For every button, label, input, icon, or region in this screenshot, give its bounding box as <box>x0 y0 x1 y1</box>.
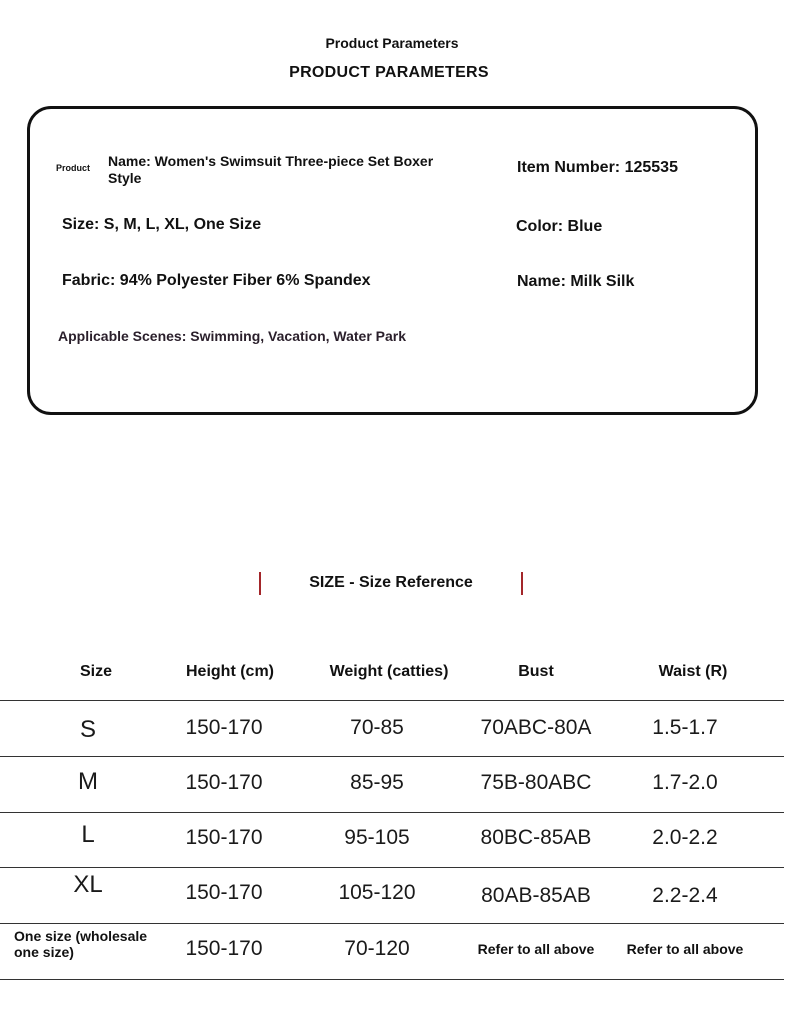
table-divider <box>0 756 784 757</box>
product-name: Name: Women's Swimsuit Three-piece Set Boxer Style <box>108 153 434 186</box>
table-divider <box>0 867 784 868</box>
cell-height: 150-170 <box>185 716 263 739</box>
cell-bust: Refer to all above <box>477 941 595 957</box>
applicable-scenes: Applicable Scenes: Swimming, Vacation, Water Park <box>58 328 407 344</box>
cell-height: 150-170 <box>185 937 263 960</box>
item-number: Item Number: 125535 <box>517 159 678 176</box>
cell-waist: 2.2-2.4 <box>652 884 718 907</box>
cell-weight: 95-105 <box>344 826 410 849</box>
cell-size: L <box>81 821 95 848</box>
table-divider <box>0 923 784 924</box>
cell-waist: 1.7-2.0 <box>652 771 718 794</box>
cell-bust: 80BC-85AB <box>480 826 592 849</box>
cell-waist: Refer to all above <box>626 941 744 957</box>
table-divider <box>0 979 784 980</box>
header-height: Height (cm) <box>186 663 274 680</box>
page-title: PRODUCT PARAMETERS <box>289 64 489 81</box>
size-section-title: SIZE - Size Reference <box>309 574 473 591</box>
header-weight: Weight (catties) <box>329 663 449 680</box>
table-divider <box>0 700 784 701</box>
cell-bust: 75B-80ABC <box>480 771 592 794</box>
cell-height: 150-170 <box>185 881 263 904</box>
product-sizes: Size: S, M, L, XL, One Size <box>62 216 262 233</box>
cell-bust: 80AB-85AB <box>481 884 591 907</box>
page-subtitle: Product Parameters <box>325 35 459 51</box>
cell-size: S <box>79 716 96 743</box>
accent-bar-right <box>521 572 523 595</box>
cell-weight: 70-85 <box>350 716 404 739</box>
cell-weight: 85-95 <box>350 771 404 794</box>
product-fabric: Fabric: 94% Polyester Fiber 6% Spandex <box>62 272 371 289</box>
cell-bust: 70ABC-80A <box>480 716 592 739</box>
cell-waist: 2.0-2.2 <box>652 826 718 849</box>
cell-waist: 1.5-1.7 <box>652 716 718 739</box>
cell-size: M <box>78 768 98 795</box>
table-divider <box>0 812 784 813</box>
material-name: Name: Milk Silk <box>517 273 635 290</box>
cell-weight: 105-120 <box>338 881 416 904</box>
header-waist: Waist (R) <box>658 663 728 680</box>
cell-size: XL <box>73 871 103 898</box>
header-bust: Bust <box>518 663 554 680</box>
cell-weight: 70-120 <box>344 937 410 960</box>
cell-height: 150-170 <box>185 771 263 794</box>
product-label: Product <box>56 163 91 173</box>
product-color: Color: Blue <box>516 218 603 235</box>
cell-height: 150-170 <box>185 826 263 849</box>
cell-size: One size (wholesale one size) <box>14 928 148 960</box>
header-size: Size <box>79 663 112 680</box>
